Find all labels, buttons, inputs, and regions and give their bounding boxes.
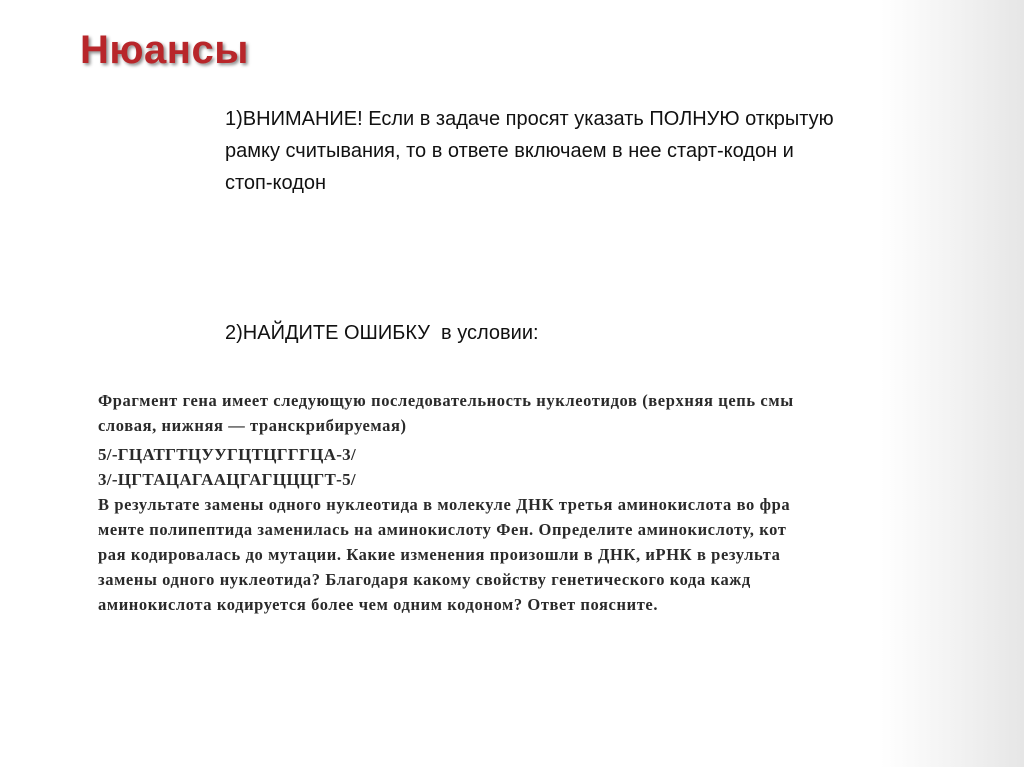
excerpt-line: аминокислота кодируется более чем одним кодоном? Ответ поясните. xyxy=(98,595,659,614)
note-find-error: 2)НАЙДИТЕ ОШИБКУ в условии: xyxy=(225,322,539,344)
task-excerpt xyxy=(98,388,930,628)
excerpt-line: замены одного нуклеотида? Благодаря какому свойству генетического кода кажд xyxy=(98,570,751,589)
note-full-reading-frame: 1)ВНИМАНИЕ! Если в задаче просят указать ПОЛНУЮ открытую рамку считывания, то в ответе включаем в нее старт-кодон и стоп-кодон xyxy=(225,108,834,194)
slide-title: Нюансы xyxy=(80,28,249,72)
excerpt-line: В результате замены одного нуклеотида в молекуле ДНК третья аминокислота во фра xyxy=(98,495,791,514)
excerpt-line: менте полипептида заменилась на аминокислоту Фен. Определите аминокислоту, кот xyxy=(98,520,787,539)
dna-template-strand: 3/-ЦГТАЦАГААЦГАГЦЦЦГТ-5/ xyxy=(98,470,356,489)
excerpt-line: словая, нижняя — транскрибируемая) xyxy=(98,416,407,435)
excerpt-line: Фрагмент гена имеет следующую последовательность нуклеотидов (верхняя цепь смы xyxy=(98,391,794,410)
excerpt-line: рая кодировалась до мутации. Какие изменения произошли в ДНК, иРНК в результа xyxy=(98,545,781,564)
dna-coding-strand: 5/-ГЦАТГТЦУУГЦТЦГГГЦА-3/ xyxy=(98,445,357,464)
